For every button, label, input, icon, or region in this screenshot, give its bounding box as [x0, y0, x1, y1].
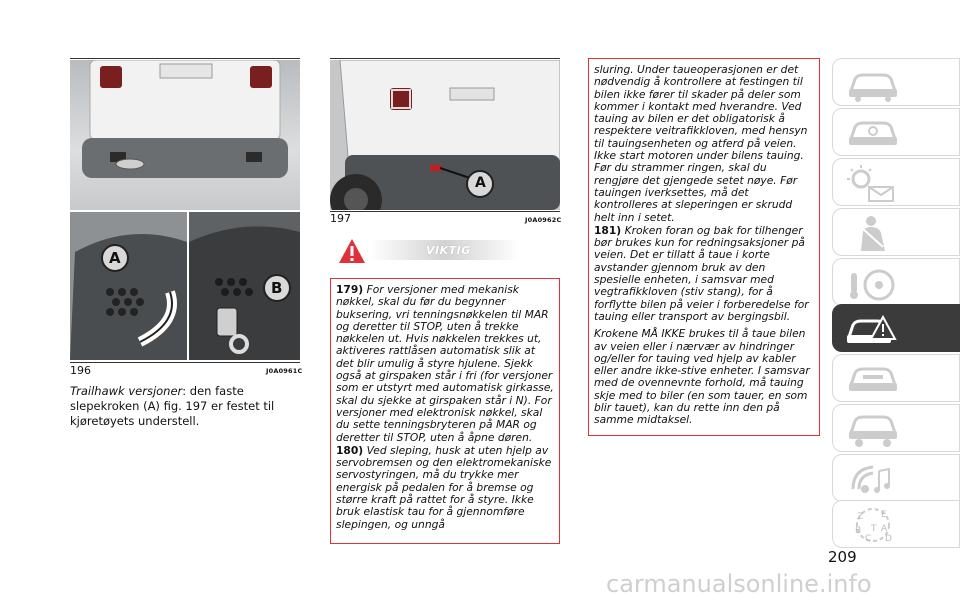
seatbelt-person-icon — [843, 213, 903, 253]
fig197-code: J0A0962C — [525, 216, 562, 224]
fig197-number: 197 — [330, 212, 351, 225]
tab-emergency[interactable] — [832, 304, 960, 352]
tab-multimedia[interactable] — [832, 454, 960, 502]
warning-item-181: 181) Kroken foran og bak for tilhenger bør brukes kun for redningsaksjoner på veien. Det er tillatt å taue i korte avstander gjennom bruk av den spesielle enheten, i samsvar med vegtrafikkloven (stiv stang), for å forflytte bilen på veier i forberedelse for tauing eller transport av bergingsbil. — [594, 223, 809, 323]
fig196-detail-photo-b — [189, 212, 300, 360]
tab-specs[interactable] — [832, 404, 960, 452]
tab-maintenance[interactable] — [832, 354, 960, 402]
fig197-callout-a: A — [475, 175, 486, 191]
index-letter-z: Z — [857, 512, 864, 522]
warning-header — [330, 236, 560, 270]
multimedia-icon — [843, 459, 903, 499]
index-letter-e: E — [881, 510, 887, 520]
car-dashboard-icon — [843, 63, 903, 103]
car-key-icon — [843, 113, 903, 153]
callout-a-label: A — [109, 249, 121, 267]
warning-lights-icon — [843, 163, 903, 203]
tab-safety[interactable] — [832, 208, 960, 256]
trailhawk-heading: Trailhawk versjoner — [70, 384, 183, 398]
index-letter-c: C — [865, 534, 872, 544]
car-breakdown-icon — [843, 309, 903, 349]
callout-b-label: B — [271, 279, 283, 297]
warning-box-right — [588, 58, 820, 436]
fig197-tow-hook-photo — [330, 60, 560, 210]
warning-continued-text: sluring. Under taueoperasjonen er det nødvendig å kontrollere at festingen til bilen ikke fører til skader på deler som kommer i kontakt med hverandre. Ved tauing av bilen er det obligatorisk å respektere veitrafikkloven, med hensyn til tauingsenheten og atferd på veien. Ikke start motoren under bilens tauing. Før du strammer ringen, skal du rengjøre det gjengede setet nøye. Før tauingen iverksettes, må det kontrolleres at sleperingen er skrudd helt inn i setet. — [594, 63, 808, 224]
car-specs-icon — [843, 409, 903, 449]
trailhawk-paragraph — [70, 384, 300, 429]
warning-box-middle — [330, 278, 560, 544]
trailhawk-text: : den faste slepekroken (A) fig. 197 er festet til kjøretøyets understell. — [70, 384, 275, 428]
warning-item-179: 179) For versjoner med mekanisk nøkkel, skal du før du begynner buksering, vri tenningsnøkkelen til MAR og deretter til STOP, uten å trekke nøkkelen ut. Hvis nøkkelen trekkes ut, aktiveres rattlåsen automatisk slik at det blir umulig å styre hjulene. Sjekk også at girspaken står i fri (for versjoner som er utstyrt med automatisk girkasse, skal du sjekke at girspaken står i N). For versjoner med elektronisk nøkkel, skal du sette tenningsbryteren på MAR og deretter til STOP, uten å åpne døren. — [336, 283, 554, 444]
index-letter-b: B — [855, 526, 862, 536]
fig196-code: J0A0961C — [266, 367, 303, 375]
index-letter-a: A — [881, 524, 888, 534]
warning-closing-text: Krokene MÅ IKKE brukes til å taue bilen av veien eller i nærvær av hindringer og/eller for tauing ved hjelp av kabler eller andre ikke-stive enheter. I samsvar med de ovennevnte forhold, må tauing skje med to biler (en som tauer, en som blir tauet), kan du rette inn den på samme midtaksel. — [594, 327, 810, 427]
index-letter-t: T — [871, 524, 877, 534]
tab-dashboard[interactable] — [832, 58, 960, 106]
car-maintenance-icon — [843, 359, 903, 399]
fig196-number: 196 — [70, 364, 91, 377]
index-letter-d: D — [885, 534, 892, 544]
warning-item-180: 180) Ved sleping, husk at uten hjelp av servobremsen og den elektromekaniske servostyringen, må du trykke mer energisk på pedalen for å bremse og større kraft på rattet for å styre. Ikke bruk elastisk tau for å gjennomføre slepingen, og unngå — [336, 443, 552, 531]
tab-index[interactable] — [832, 500, 960, 548]
fig196-car-rear-photo — [70, 60, 300, 210]
tab-key[interactable] — [832, 108, 960, 156]
watermark: carmanualsonline.info — [606, 570, 872, 598]
fig196-detail-photo-a — [70, 212, 187, 360]
tab-warning-lights[interactable] — [832, 158, 960, 206]
page-number: 209 — [828, 548, 857, 566]
warning-title: VIKTIG — [426, 244, 471, 257]
steering-wheel-icon — [843, 263, 903, 303]
tab-driving[interactable] — [832, 258, 960, 306]
alphabetical-index-icon — [843, 505, 903, 545]
